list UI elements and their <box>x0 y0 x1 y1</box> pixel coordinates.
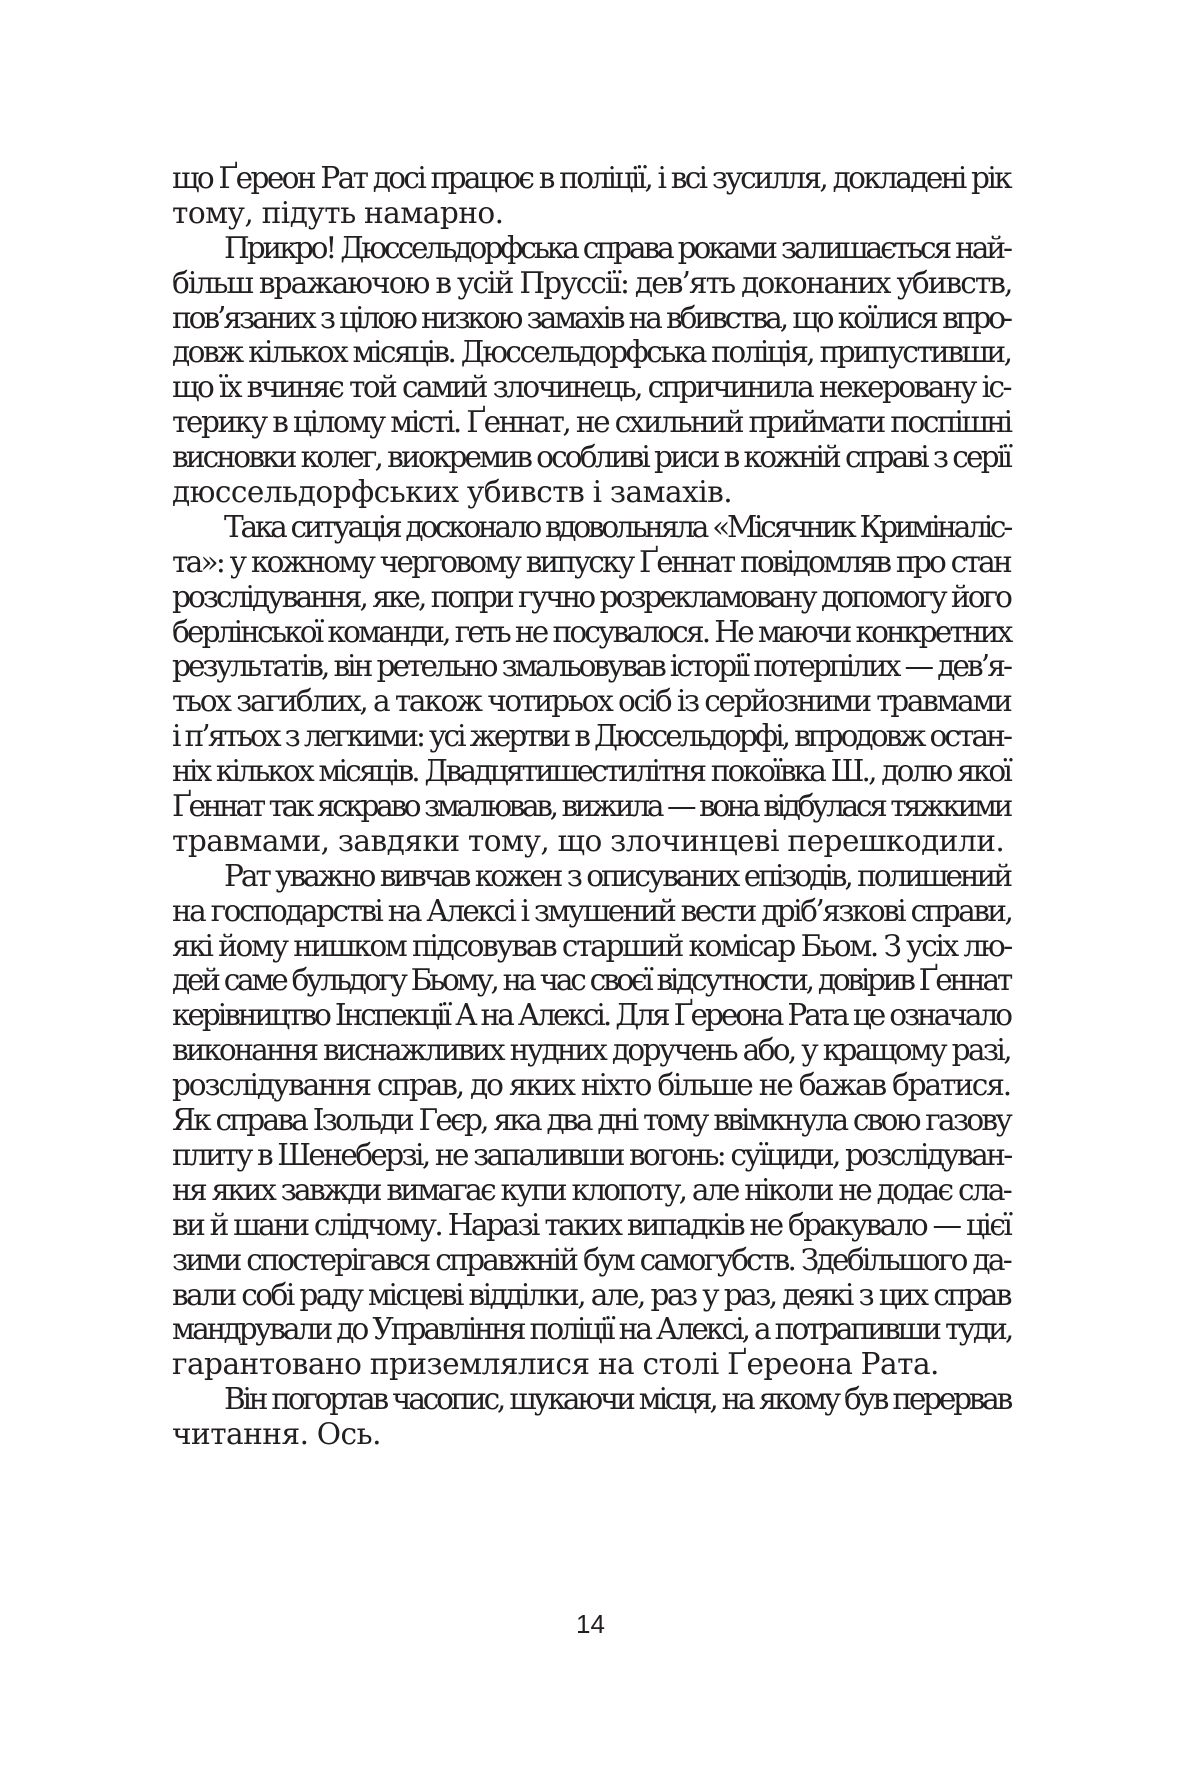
text-line: Така ситуація досконало вдовольняла «Місячник Криміналіс- <box>224 509 1010 544</box>
text-line: ня яких завжди вимагає купи клопоту, але ніколи не додає сла- <box>172 1172 1010 1207</box>
text-line: тому, підуть намарно. <box>172 195 504 230</box>
text-line: ніх кількох місяців. Двадцятишестилітня покоївка Ш., долю якої <box>172 754 1010 789</box>
text-line: вали собі раду місцеві відділки, але, раз у раз, деякі з цих справ <box>172 1277 1010 1312</box>
text-line: дюссельдорфських убивств і замахів. <box>172 475 733 510</box>
text-line: мандрували до Управління поліції на Алексі, а потрапивши туди, <box>172 1312 1012 1347</box>
text-line: розслідування, яке, попри гучно розрекламовану допомогу його <box>172 579 1010 614</box>
text-line: висновки колег, виокремив особливі риси в кожній справі з серії <box>172 440 1010 475</box>
page-number: 14 <box>576 1609 605 1639</box>
text-line: читання. Ось. <box>172 1417 381 1452</box>
body-text <box>172 161 1010 1452</box>
text-line: і п’ятьох з легкими: усі жертви в Дюссельдорфі, впродовж остан- <box>172 719 1010 754</box>
text-line: що їх вчиняє той самий злочинець, спричинила некеровану іс- <box>172 370 1010 405</box>
text-line: Він погортав часопис, шукаючи місця, на якому був перервав <box>224 1382 1010 1417</box>
text-line: терику в цілому місті. Ґеннат, не схильний приймати поспішні <box>172 405 1011 440</box>
text-line: Як справа Ізольди Геєр, яка два дні тому ввімкнула свою газову <box>172 1103 1010 1138</box>
text-line: довж кількох місяців. Дюссельдорфська поліція, припустивши, <box>172 335 1011 370</box>
text-line: результатів, він ретельно змальовував історії потерпілих — дев’я- <box>172 649 1010 684</box>
text-line: Прикро! Дюссельдорфська справа роками залишається най- <box>224 230 1010 265</box>
text-line: плиту в Шенеберзі, не запаливши вогонь: суїциди, розслідуван- <box>172 1137 1011 1172</box>
text-line: берлінської команди, геть не посувалося. Не маючи конкретних <box>172 614 1011 649</box>
text-line: пов’язаних з цілою низкою замахів на вбивства, що коїлися впро- <box>172 300 1010 335</box>
text-line: тьох загиблих, а також чотирьох осіб із серйозними травмами <box>172 684 1011 719</box>
text-line: керівництво Інспекції А на Алексі. Для Ґереона Рата це означало <box>172 998 1010 1033</box>
text-line: травмами, завдяки тому, що злочинцеві перешкодили. <box>172 823 1005 858</box>
text-line: які йому нишком підсовував старший комісар Бьом. З усіх лю- <box>172 928 1011 963</box>
text-line: Рат уважно вивчав кожен з описуваних епізодів, полишений <box>224 858 1010 893</box>
text-line: що Ґереон Рат досі працює в поліції, і всі зусилля, докладені рік <box>172 161 1010 195</box>
text-line: гарантовано приземлялися на столі Ґереона Рата. <box>172 1347 939 1382</box>
text-line: дей саме бульдогу Бьому, на час своєї відсутности, довірив Ґеннат <box>172 963 1010 998</box>
text-line: на господарстві на Алексі і змушений вести дріб’язкові справи, <box>172 893 1012 928</box>
text-line: розслідування справ, до яких ніхто більше не бажав братися. <box>172 1068 1010 1103</box>
text-line: зими спостерігався справжній бум самогубств. Здебільшого да- <box>172 1242 1010 1277</box>
text-line: більш вражаючою в усій Пруссії: дев’ять доконаних убивств, <box>172 265 1012 300</box>
text-line: ви й шани слідчому. Наразі таких випадків не бракувало — цієї <box>172 1207 1011 1242</box>
text-line: Ґеннат так яскраво змалював, вижила — вона відбулася тяжкими <box>172 789 1010 824</box>
text-line: та»: у кожному черговому випуску Ґеннат повідомляв про стан <box>172 544 1010 579</box>
text-line: виконання виснажливих нудних доручень або, у кращому разі, <box>172 1033 1010 1068</box>
